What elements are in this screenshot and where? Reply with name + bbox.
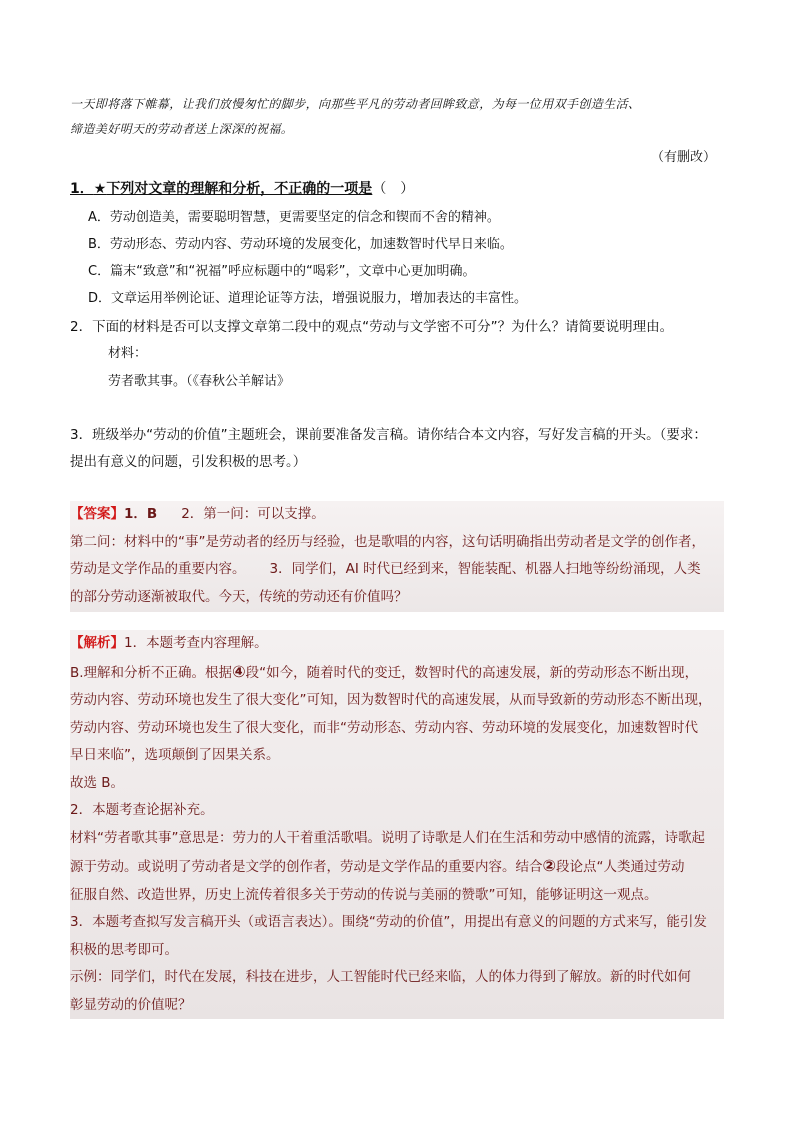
answer-line-2: 第二问：材料中的“事”是劳动者的经历与经验，也是歌唱的内容，这句话明确指出劳动者是文学的创作者， bbox=[70, 533, 705, 550]
intro-line-1: 一天即将落下帷幕，让我们放慢匆忙的脚步，向那些平凡的劳动者回眸致意，为每一位用双手创造生活、 bbox=[70, 97, 641, 111]
option-a: A．劳动创造美，需要聪明智慧，更需要坚定的信念和锲而不舍的精神。 bbox=[88, 210, 500, 225]
question-3: 3．班级举办“劳动的价值”主题班会，课前要准备发言稿。请你结合本文内容，写好发言稿的开头。（要求： 提出有意义的问题，引发积极的思考。） bbox=[70, 427, 707, 470]
answer-label: 【答案】 bbox=[70, 506, 124, 522]
option-d: D．文章运用举例论证、道理论证等方法，增强说服力，增加表达的丰富性。 bbox=[88, 291, 528, 306]
material-content: 劳者歌其事。（《春秋公羊解诂》 bbox=[108, 374, 291, 389]
analysis-line-12: 积极的思考即可。 bbox=[70, 941, 178, 958]
analysis-block bbox=[70, 630, 724, 1019]
material-label: 材料： bbox=[108, 346, 148, 361]
analysis-line-11: 3．本题考查拟写发言稿开头（或语言表达）。围绕“劳动的价值”，用提出有意义的问题的方式来写，能引发 bbox=[70, 914, 707, 930]
intro-line-2: 缔造美好明天的劳动者送上深深的祝福。 bbox=[70, 122, 294, 136]
analysis-line-6: 故选 B。 bbox=[70, 774, 125, 791]
question-1-options bbox=[88, 204, 724, 312]
analysis-line-7: 2．本题考查论据补充。 bbox=[70, 802, 214, 818]
option-b: B．劳动形态、劳动内容、劳动环境的发展变化，加速数智时代早日来临。 bbox=[88, 237, 513, 252]
analysis-line-13: 示例：同学们，时代在发展，科技在进步，人工智能时代已经来临，人的体力得到了解放。新的时代如何 bbox=[70, 969, 691, 985]
question-2: 2．下面的材料是否可以支撑文章第二段中的观点“劳动与文学密不可分”？为什么？请简要说明理由。 bbox=[70, 319, 674, 335]
question-1 bbox=[70, 178, 724, 200]
answer-paren: （ ） bbox=[372, 181, 415, 197]
analysis-line-4: 劳动内容、劳动环境也发生了很大变化，而非“劳动形态、劳动内容、劳动环境的发展变化，加速数智时代 bbox=[70, 719, 698, 736]
option-c: C．篇末“致意”和“祝福”呼应标题中的“喝彩”，文章中心更加明确。 bbox=[88, 264, 476, 279]
answer-block bbox=[70, 501, 724, 612]
analysis-line-1: 【解析】1．本题考查内容理解。 bbox=[70, 635, 268, 651]
analysis-line-3: 劳动内容、劳动环境也发生了很大变化”可知，因为数智时代的高速发展，从而导致新的劳动形态不断出现， bbox=[70, 692, 712, 708]
analysis-line-2: B.理解和分析不正确。根据④段“如今，随着时代的变迁，数智时代的高速发展，新的劳动形态不断出现， bbox=[70, 661, 699, 681]
analysis-line-10: 征服自然、改造世界，历史上流传着很多关于劳动的传说与美丽的赞歌”可知，能够证明这一观点。 bbox=[70, 886, 658, 903]
analysis-label: 【解析】 bbox=[70, 635, 124, 651]
source-note: （有删改） bbox=[650, 150, 716, 165]
intro-paragraph bbox=[70, 92, 724, 142]
analysis-line-14: 彰显劳动的价值呢？ bbox=[70, 996, 192, 1013]
material bbox=[108, 340, 724, 396]
circled-2-icon: ② bbox=[542, 856, 557, 875]
answer-line-3: 劳动是文学作品的重要内容。 3．同学们，AI 时代已经到来，智能装配、机器人扫地等纷纷涌现，人类 bbox=[70, 561, 701, 577]
question-section bbox=[70, 92, 724, 476]
answer-line-1: 【答案】1．B 2．第一问：可以支撑。 bbox=[70, 506, 325, 522]
question-1-stem: 1．★下列对文章的理解和分析，不正确的一项是 bbox=[70, 181, 373, 197]
analysis-line-8: 材料“劳者歌其事”意思是：劳力的人干着重活歌唱。说明了诗歌是人们在生活和劳动中感情的流露，诗歌起 bbox=[70, 829, 705, 846]
analysis-line-5: 早日来临”，选项颠倒了因果关系。 bbox=[70, 747, 280, 763]
answer-line-4: 的部分劳动逐渐被取代。今天，传统的劳动还有价值吗？ bbox=[70, 588, 408, 605]
analysis-line-9: 源于劳动。或说明了劳动者是文学的创作者，劳动是文学作品的重要内容。结合②段论点“人类通过劳动 bbox=[70, 856, 685, 875]
circled-4-icon: ④ bbox=[232, 661, 246, 681]
star-icon: ★ bbox=[93, 181, 107, 197]
